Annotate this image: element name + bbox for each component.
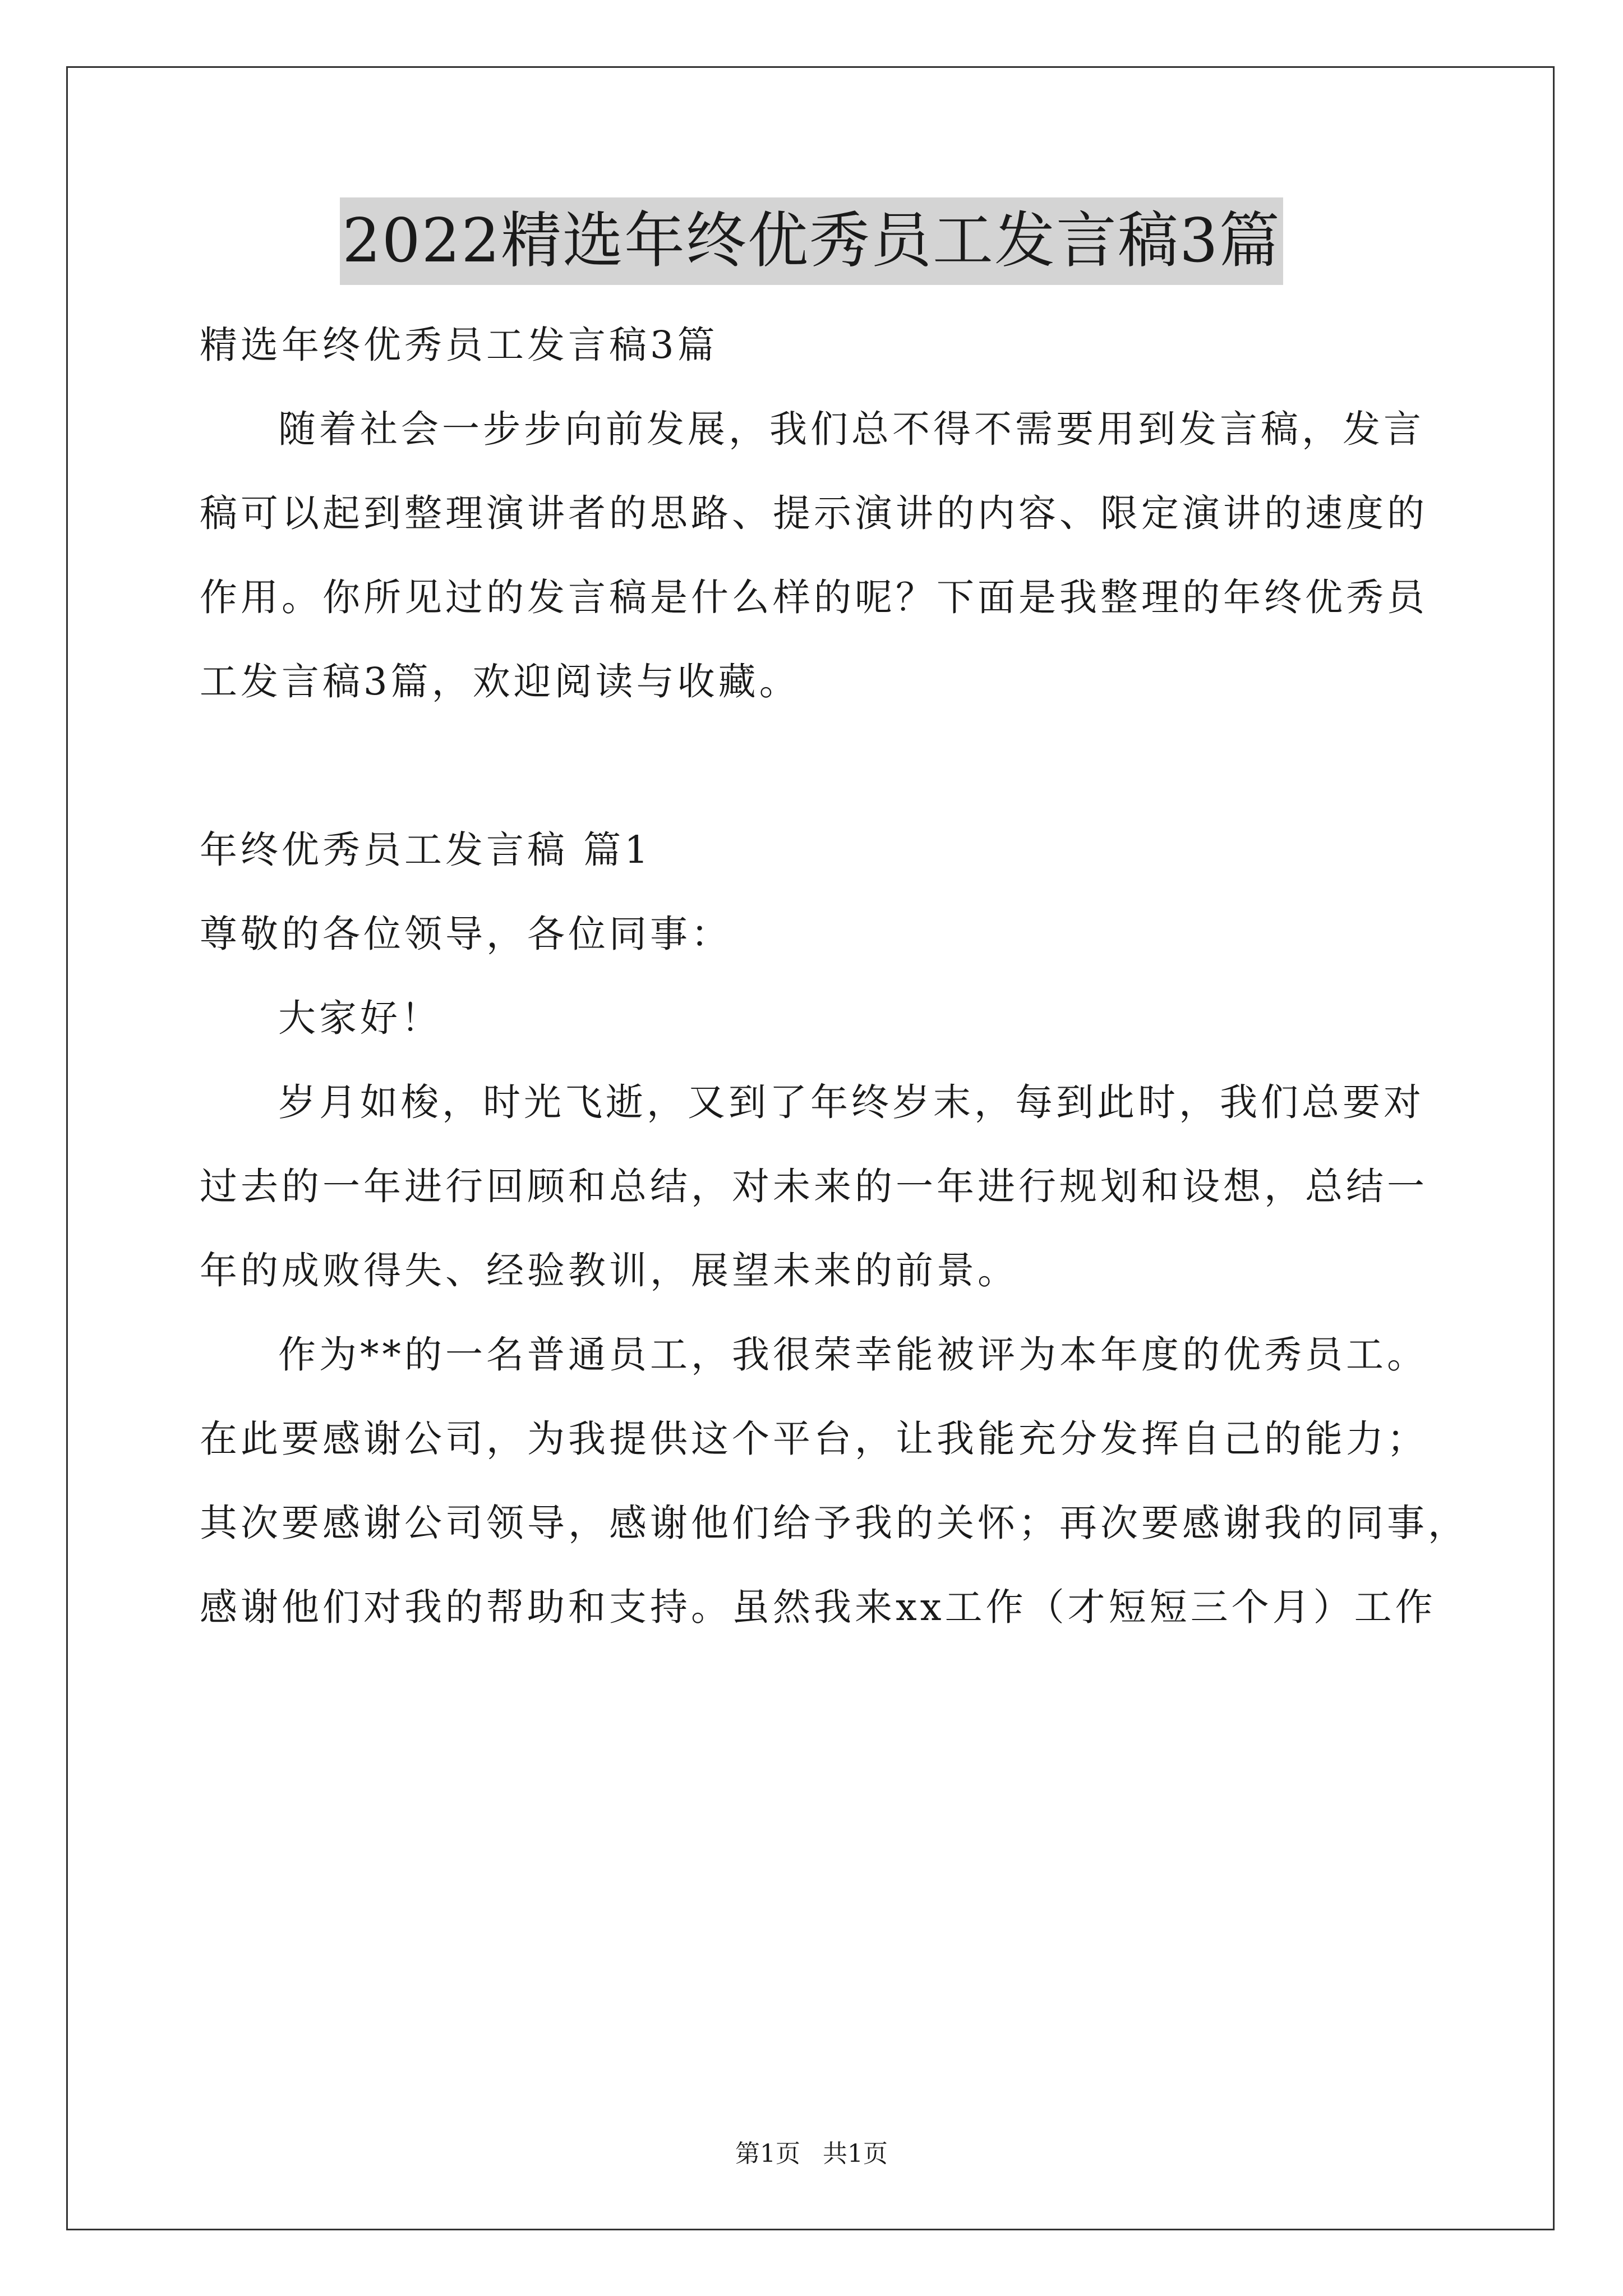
paragraph-line: 在此要感谢公司，为我提供这个平台，让我能充分发挥自己的能力； (200, 1417, 1428, 1461)
paragraph-line: 随着社会一步步向前发展，我们总不得不需要用到发言稿，发言 (278, 407, 1424, 451)
spacer (200, 724, 1433, 808)
paragraph-line: 作为**的一名普通员工，我很荣幸能被评为本年度的优秀员工。 (278, 1333, 1428, 1377)
salutation: 尊敬的各位领导，各位同事： (200, 912, 732, 956)
paragraph-line: 其次要感谢公司领导，感谢他们给予我的关怀；再次要感谢我的同事， (200, 1501, 1469, 1545)
paragraph-line: 工发言稿3篇，欢迎阅读与收藏。 (200, 660, 800, 703)
paragraph-line: 过去的一年进行回顾和总结，对未来的一年进行规划和设想，总结一 (200, 1165, 1428, 1208)
section-heading: 年终优秀员工发言稿 篇1 (200, 828, 652, 872)
page-total: 共1页 (823, 2139, 888, 2168)
page-number: 第1页 (735, 2139, 800, 2168)
document-title: 2022精选年终优秀员工发言稿3篇 (340, 197, 1283, 285)
paragraph-line: 岁月如梭，时光飞逝，又到了年终岁末，每到此时，我们总要对 (278, 1080, 1424, 1124)
greeting: 大家好！ (278, 996, 442, 1040)
paragraph-line: 稿可以起到整理演讲者的思路、提示演讲的内容、限定演讲的速度的 (200, 491, 1428, 535)
title-container (0, 197, 1623, 285)
paragraph-line: 作用。你所见过的发言稿是什么样的呢？下面是我整理的年终优秀员 (200, 576, 1428, 619)
page-footer (0, 2137, 1623, 2171)
paragraph-line: 感谢他们对我的帮助和支持。虽然我来xx工作（才短短三个月）工作 (200, 1585, 1436, 1629)
paragraph-line: 年的成败得失、经验教训，展望未来的前景。 (200, 1249, 1018, 1292)
document-body (200, 303, 1469, 1649)
subtitle: 精选年终优秀员工发言稿3篇 (200, 323, 718, 367)
